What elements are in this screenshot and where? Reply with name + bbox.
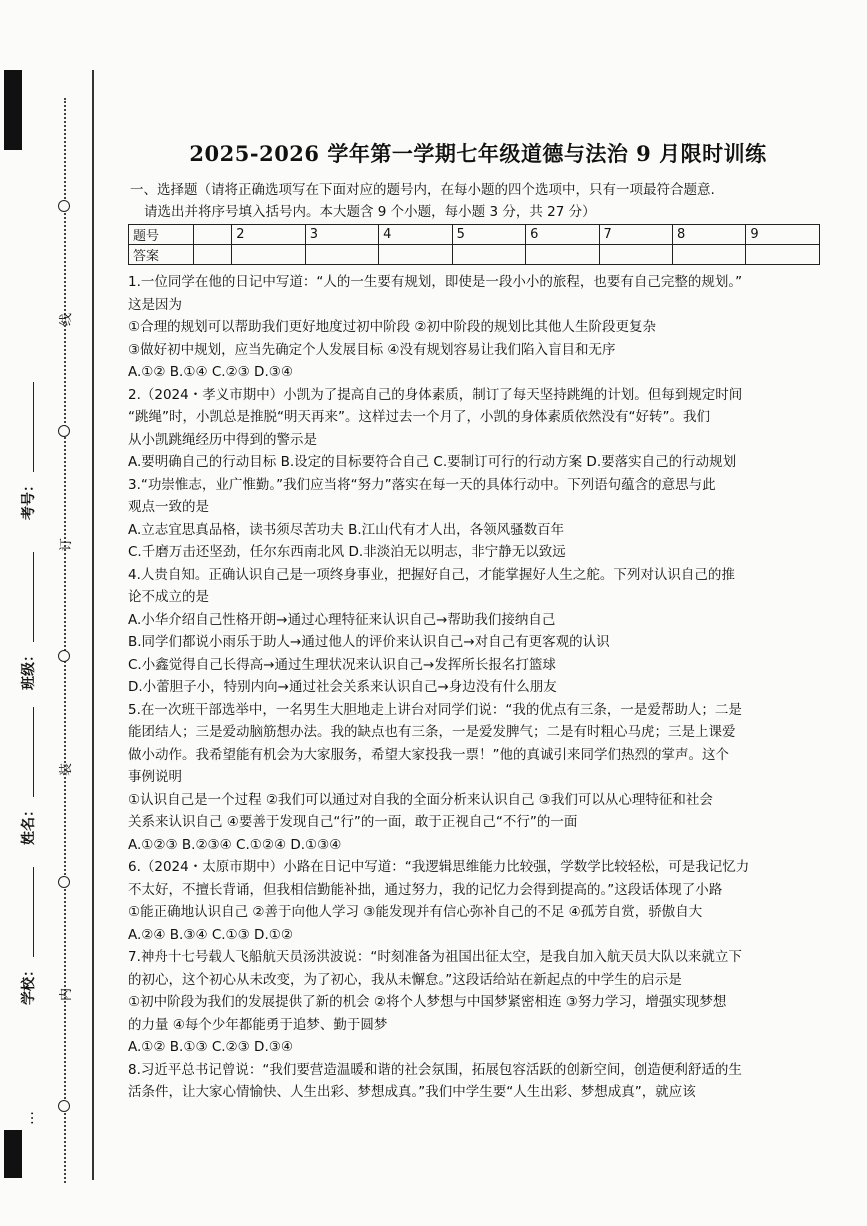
question-line: 观点一致的是 <box>128 499 209 515</box>
mark-xian: 线 <box>59 312 75 327</box>
question-line: 5.在一次班干部选举中，一名男生大胆地走上讲台对同学们说：“我的优点有三条，一是爱帮助人；二是 <box>128 701 742 718</box>
question-options: C.千磨万击还坚劲，任尔东西南北风 D.非淡泊无以明志，非宁静无以致远 <box>128 544 566 560</box>
answer-cell[interactable] <box>232 245 305 265</box>
question-number-cell: 3 <box>305 225 378 245</box>
question-options: A.小华介绍自己性格开朗→通过心理特征来认识自己→帮助我们接纳自己 <box>128 611 556 628</box>
question-7 <box>128 946 828 1059</box>
binding-circle <box>58 200 70 212</box>
binding-dotted-line <box>64 98 66 1183</box>
question-line: 7.神舟十七号载人飞船航天员汤洪波说：“时刻准备为祖国出征太空，是我自加入航天员大队以来就立下 <box>128 949 742 965</box>
answer-cell[interactable] <box>672 245 745 265</box>
question-line: 不太好，不擅长背诵，但我相信勤能补拙，通过努力，我的记忆力会得到提高的。”这段话体现了小路 <box>128 881 723 898</box>
question-2 <box>128 384 828 474</box>
name-label: 姓名： <box>21 803 37 845</box>
name-line <box>23 707 34 797</box>
question-6 <box>128 856 828 946</box>
question-line: 从小凯跳绳经历中得到的警示是 <box>128 431 317 448</box>
exam-number-line <box>23 382 34 472</box>
question-1 <box>128 271 828 384</box>
question-number-cell: 9 <box>746 225 820 245</box>
question-options: D.小蕾胆子小，特别内向→通过社会关系来认识自己→身边没有什么朋友 <box>128 679 557 695</box>
binding-ellipsis: … <box>21 1111 37 1125</box>
question-line: 6.（2024・太原市期中）小路在日记中写道：“我逻辑思维能力比较强，学数学比较轻松，可是我记忆力 <box>128 859 750 875</box>
class-field <box>18 552 38 690</box>
question-line: 做小动作。我希望能有机会为大家服务，希望大家投我一票！”他的真诚引来同学们热烈的掌声。这个 <box>128 746 729 763</box>
answer-cell[interactable] <box>526 245 599 265</box>
class-line <box>23 552 34 642</box>
question-3 <box>128 474 828 564</box>
question-line: “跳绳”时，小凯总是推脱“明天再来”。这样过去一个月了，小凯的身体素质依然没有“好转”。我们 <box>128 409 710 425</box>
binding-line <box>92 70 94 1180</box>
answer-table-row-answers <box>129 245 820 265</box>
question-line: ①认识自己是一个过程 ②我们可以通过对自我的全面分析来认识自己 ③我们可以从心理特征和社会 <box>128 791 713 808</box>
binding-bar-top <box>4 70 22 150</box>
mark-ding: 订 <box>59 537 75 552</box>
question-line: 1.一位同学在他的日记中写道：“人的一生要有规划，即使是一段小小的旅程，也要有自己完整的规划。” <box>128 274 743 290</box>
answer-cell[interactable] <box>746 245 820 265</box>
question-8 <box>128 1059 828 1104</box>
answer-cell[interactable] <box>452 245 525 265</box>
question-number-cell: 7 <box>599 225 672 245</box>
answer-table-row-numbers <box>129 225 820 245</box>
school-line <box>23 867 34 957</box>
question-line: ③做好初中规划，应当先确定个人发展目标 ④没有规划容易让我们陷入盲目和无序 <box>128 341 616 358</box>
question-number-cell: 5 <box>452 225 525 245</box>
question-line: ①合理的规划可以帮助我们更好地度过初中阶段 ②初中阶段的规划比其他人生阶段更复杂 <box>128 319 656 335</box>
answer-cell[interactable] <box>599 245 672 265</box>
question-line: 2.（2024・孝义市期中）小凯为了提高自己的身体素质，制订了每天坚持跳绳的计划。但每到规定时间 <box>128 386 743 403</box>
question-options: A.立志宜思真品格，读书须尽苦功夫 B.江山代有才人出，各领风骚数百年 <box>128 521 565 538</box>
answer-row-header: 答案 <box>129 245 194 265</box>
question-options: A.②④ B.③④ C.①③ D.①② <box>128 926 293 943</box>
exam-number-label: 考号： <box>21 478 37 520</box>
exam-title: 2025-2026 学年第一学期七年级道德与法治 9 月限时训练 <box>189 141 767 166</box>
question-number-cell: 6 <box>526 225 599 245</box>
school-label: 学校： <box>21 963 37 1005</box>
answer-cell[interactable] <box>194 245 232 265</box>
name-field <box>18 707 38 845</box>
question-line: 8.习近平总书记曾说：“我们要营造温暖和谐的社会氛围，拓展包容活跃的创新空间，创造便利舒适的生 <box>128 1061 742 1078</box>
binding-circle <box>58 1100 70 1112</box>
question-number-cell: 4 <box>379 225 452 245</box>
question-options: A.①②③ B.②③④ C.①②④ D.①③④ <box>128 836 342 853</box>
mark-zhuang: 装 <box>59 762 75 777</box>
question-options: C.小鑫觉得自己长得高→通过生理状况来认识自己→发挥所长报名打篮球 <box>128 656 556 673</box>
question-options: A.①② B.①④ C.②③ D.③④ <box>128 364 293 380</box>
question-line: 3.“功崇惟志，业广惟勤。”我们应当将“努力”落实在每一天的具体行动中。下列语句蕴含的意思与此 <box>128 476 716 493</box>
question-line: 事例说明 <box>128 769 182 785</box>
question-line: 这是因为 <box>128 296 182 313</box>
answer-table <box>128 224 820 265</box>
question-line: 关系来认识自己 ④要善于发现自己“行”的一面，敢于正视自己“不行”的一面 <box>128 814 578 830</box>
school-field <box>18 867 38 1005</box>
exam-content <box>128 138 828 1104</box>
question-number-cell: 8 <box>672 225 745 245</box>
question-4 <box>128 564 828 699</box>
question-line: 4.人贵自知。正确认识自己是一项终身事业，把握好自己，才能掌握好人生之舵。下列对认识自己的推 <box>128 566 735 583</box>
question-5 <box>128 699 828 857</box>
question-line: ①能正确地认识自己 ②善于向他人学习 ③能发现并有信心弥补自己的不足 ④孤芳自赏，骄傲自大 <box>128 904 703 920</box>
binding-circle <box>58 650 70 662</box>
mark-nei: 内 <box>59 987 75 1002</box>
question-options: A.要明确自己的行动目标 B.设定的目标要符合自己 C.要制订可行的行动方案 D.要落实自己的行动规划 <box>128 454 737 470</box>
binding-margin <box>0 0 105 1226</box>
binding-circle <box>58 425 70 437</box>
answer-table-header: 题号 <box>129 225 194 245</box>
question-options: A.①② B.①③ C.②③ D.③④ <box>128 1039 293 1055</box>
binding-circle <box>58 876 70 888</box>
exam-number-field <box>18 382 38 520</box>
question-options: B.同学们都说小雨乐于助人→通过他人的评价来认识自己→对自己有更客观的认识 <box>128 634 610 650</box>
question-line: 能团结人；三是爱动脑筋想办法。我的缺点也有三条，一是爱发脾气；二是有时粗心马虎；三是上课爱 <box>128 724 736 740</box>
answer-cell[interactable] <box>379 245 452 265</box>
question-line: 的力量 ④每个少年都能勇于追梦、勤于圆梦 <box>128 1016 388 1033</box>
binding-bar-bottom <box>4 1130 22 1178</box>
question-number-cell: 2 <box>232 225 305 245</box>
answer-cell[interactable] <box>305 245 378 265</box>
class-label: 班级： <box>21 648 37 690</box>
question-line: 活条件，让大家心情愉快、人生出彩、梦想成真。”我们中学生要“人生出彩、梦想成真”，就应该 <box>128 1084 696 1100</box>
question-line: 论不成立的是 <box>128 589 209 605</box>
question-line: ①初中阶段为我们的发展提供了新的机会 ②将个人梦想与中国梦紧密相连 ③努力学习，增强实现梦想 <box>128 994 727 1010</box>
section-instruction-line2: 请选出并将序号填入括号内。本大题含 9 个小题，每小题 3 分，共 27 分） <box>144 204 596 220</box>
question-line: 的初心，这个初心从未改变，为了初心，我从未懈怠。”这段话给站在新起点的中学生的启示是 <box>128 971 682 988</box>
question-number-cell <box>194 225 232 245</box>
section-instruction-line1: 一、选择题（请将正确选项写在下面对应的题号内，在每小题的四个选项中，只有一项最符合题意. <box>130 182 715 198</box>
